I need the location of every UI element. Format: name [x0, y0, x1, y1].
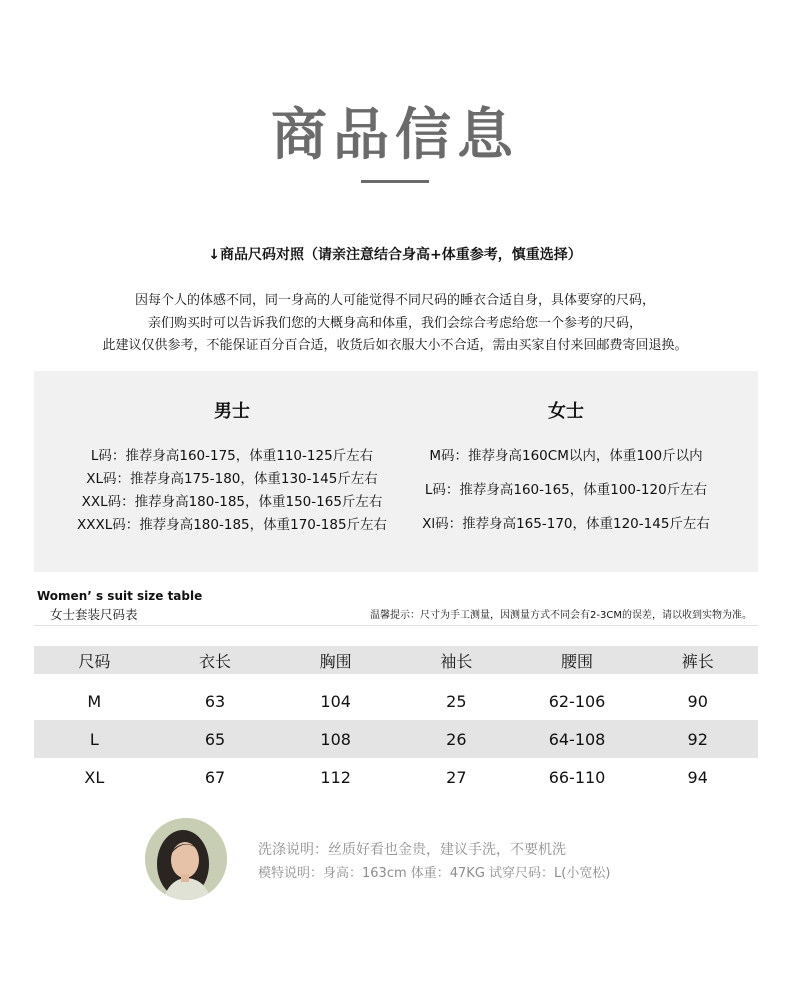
- table-row: [34, 682, 758, 720]
- table-cell: 112: [320, 767, 351, 787]
- table-title-en: Women’ s suit size table: [37, 589, 203, 603]
- table-cell: 104: [320, 691, 351, 711]
- table-cell: 67: [204, 767, 226, 787]
- table-header-cell: 袖长: [440, 651, 473, 671]
- table-cell: 64-108: [548, 729, 606, 749]
- table-cell: XL: [84, 767, 105, 787]
- title-underline: [361, 180, 429, 183]
- model-avatar: [145, 818, 227, 900]
- table-cell: 65: [204, 729, 226, 749]
- divider: [34, 625, 758, 626]
- table-cell: L: [89, 729, 99, 749]
- table-cell: 26: [446, 729, 467, 749]
- table-title-cn: 女士套装尺码表: [50, 607, 138, 622]
- page-title: 商品信息: [271, 103, 519, 168]
- table-header-cell: 腰围: [561, 651, 594, 671]
- men-size-list: [34, 445, 430, 537]
- table-cell: 90: [687, 691, 708, 711]
- model-portrait-image: [145, 818, 227, 900]
- women-size-column: [386, 371, 746, 541]
- women-size-line: M码：推荐身高160CM以内，体重100斤以内: [429, 448, 703, 464]
- model-note: 模特说明：身高：163cm 体重：47KG 试穿尺码：L(小宽松): [258, 866, 611, 881]
- table-cell: M: [87, 691, 102, 711]
- table-row: [34, 720, 758, 758]
- intro-line: 此建议仅供参考，不能保证百分百合适，收货后如衣服大小不合适，需由买家自付来回邮费寄回退换。: [102, 338, 688, 353]
- table-cell: 108: [320, 729, 351, 749]
- men-title: 男士: [214, 401, 250, 422]
- intro-line: 因每个人的体感不同，同一身高的人可能觉得不同尺码的睡衣合适自身，具体要穿的尺码，: [134, 293, 655, 308]
- table-header-cell: 尺码: [78, 651, 111, 671]
- table-header-cell: 胸围: [319, 651, 352, 671]
- women-title: 女士: [548, 401, 584, 422]
- table-cell: 63: [204, 691, 226, 711]
- size-chart-heading: ↓商品尺码对照（请亲注意结合身高+体重参考，慎重选择）: [208, 247, 582, 263]
- men-size-line: XXXL码：推荐身高180-185，体重170-185斤左右: [76, 517, 388, 533]
- women-size-line: Xl码：推荐身高165-170，体重120-145斤左右: [422, 516, 710, 532]
- intro-text: [0, 290, 790, 358]
- women-size-list: [386, 439, 746, 541]
- table-cell: 94: [687, 767, 708, 787]
- size-table: [34, 646, 758, 796]
- table-cell: 92: [687, 729, 708, 749]
- size-recommendation-panel: [34, 371, 758, 572]
- table-header-cell: 裤长: [681, 651, 714, 671]
- care-notes: [258, 838, 610, 886]
- measurement-tip: 温馨提示：尺寸为手工测量，因测量方式不同会有2-3CM的误差，请以收到实物为准。: [370, 610, 752, 621]
- table-cell: 25: [446, 691, 467, 711]
- wash-note: 洗涤说明：丝质好看也金贵，建议手洗，不要机洗: [258, 842, 566, 858]
- men-size-line: L码：推荐身高160-175，体重110-125斤左右: [90, 448, 374, 464]
- table-header-row: [34, 646, 758, 674]
- table-cell: 66-110: [548, 767, 606, 787]
- men-size-line: XL码：推荐身高175-180，体重130-145斤左右: [86, 471, 378, 487]
- table-row: [34, 758, 758, 796]
- men-size-column: [34, 371, 430, 537]
- men-size-line: XXL码：推荐身高180-185，体重150-165斤左右: [81, 494, 383, 510]
- table-cell: 62-106: [548, 691, 606, 711]
- table-cell: 27: [446, 767, 467, 787]
- table-header-cell: 衣长: [199, 651, 232, 671]
- women-size-line: L码：推荐身高160-165，体重100-120斤左右: [424, 482, 708, 498]
- intro-line: 亲们购买时可以告诉我们您的大概身高和体重，我们会综合考虑给您一个参考的尺码，: [147, 315, 642, 331]
